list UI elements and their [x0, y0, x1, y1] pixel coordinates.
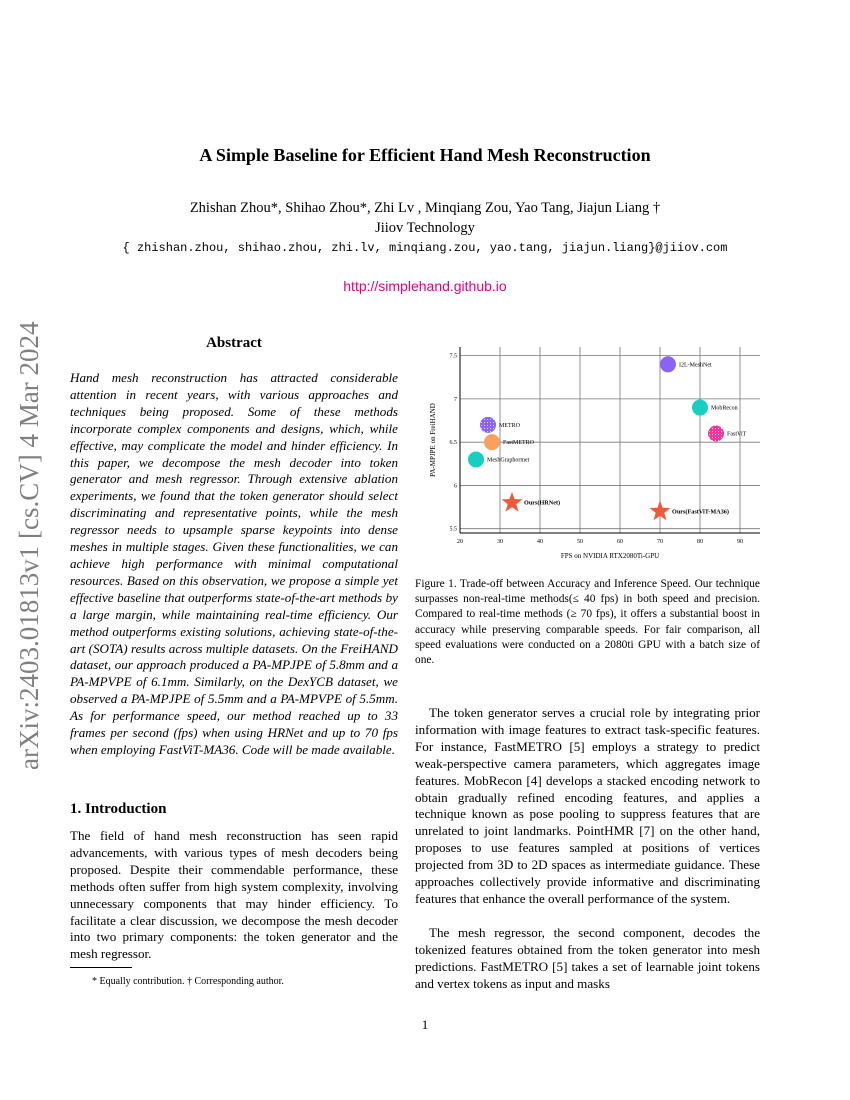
emails: { zhishan.zhou, shihao.zhou, zhi.lv, minqiang.zou, yao.tang, jiajun.liang}@jiiov.com [122, 241, 728, 255]
point-label: FastMETRO [503, 440, 535, 447]
x-tick-label: 70 [657, 539, 663, 545]
point-label: Ours(HRNet) [524, 499, 561, 507]
y-tick-label: 7.5 [449, 353, 457, 360]
arxiv-stamp: arXiv:2403.01813v1 [cs.CV] 4 Mar 2024 [14, 321, 44, 770]
y-axis-label: PA-MPJPE on FreiHAND [429, 403, 437, 477]
circle-marker [468, 451, 484, 467]
x-tick-label: 50 [577, 539, 583, 545]
x-tick-label: 60 [617, 539, 623, 545]
point-label: I2L-MeshNet [679, 362, 712, 369]
star-marker [502, 492, 523, 512]
x-tick-label: 80 [697, 539, 703, 545]
page-number: 1 [421, 1017, 429, 1032]
footnote-rule [70, 967, 132, 968]
project-link[interactable]: http://simplehand.github.io [343, 278, 507, 294]
point-label: MobRecon [711, 405, 738, 412]
authors: Zhishan Zhou*, Shihao Zhou*, Zhi Lv , Minqiang Zou, Yao Tang, Jiajun Liang † [189, 200, 661, 216]
y-tick-label: 5.5 [449, 526, 457, 533]
abstract-text: Hand mesh reconstruction has attracted considerable attention in recent years, with various approaches and techniques being proposed. Some of these methods incorporate complex components and designs, which, while effective, may complicate the model and hinder efficiency. In this paper, we decompose the mesh decoder into token generator and mesh regressor. Through extensive ablation experiments, we found that the token generator should select discriminating and representative points, while the mesh regressor needs to upsample sparse keypoints into dense meshes in multiple stages. Given these functionalities, we can achieve high performance with minimal computational resources. Based on this observation, we propose a simple yet effective baseline that outperforms state-of-the-art methods by a large margin, while maintaining real-time efficiency. Our method outperforms existing solutions, achieving state-of-the-art (SOTA) results across multiple datasets. On the FreiHAND dataset, our approach produced a PA-MPJPE of 5.8mm and a PA-MPVPE of 6.1mm. Similarly, on the DexYCB dataset, we observed a PA-MPJPE of 5.5mm and a PA-MPVPE of 5.5mm. As for performance speed, our method reached up to 33 frames per second (fps) when using HRNet and up to 70 fps when employing FastViT-MA36. Code will be made available. [70, 370, 398, 757]
paper-title: A Simple Baseline for Efficient Hand Mesh Reconstruction [199, 145, 651, 165]
point-label: Ours(FastViT-MA36) [672, 508, 729, 516]
circle-marker [692, 400, 708, 416]
x-tick-label: 20 [457, 539, 463, 545]
x-tick-label: 30 [497, 539, 503, 545]
y-tick-label: 6.5 [449, 440, 457, 447]
figure-caption: Figure 1. Trade-off between Accuracy and Inference Speed. Our technique surpasses non-real-time methods(≤ 40 fps) in both speed and precision. Compared to real-time methods (≥ 70 fps), it offers a substantial boost in accuracy while preserving comparable speeds. For fair comparison, all speed evaluations were conducted on a 2080ti GPU with a batch size of one. [415, 578, 760, 667]
point-label: FastViT [727, 431, 747, 438]
abstract-heading: Abstract [206, 335, 262, 351]
intro-text: The field of hand mesh reconstruction has seen rapid advancements, with various types of mesh decoders being proposed. Despite their commendable performance, these methods often suffer from high system complexity, involving unnecessary components that may hinder efficiency. To facilitate a clear discussion, we decompose the mesh decoder into two primary components: the token generator and the mesh regressor. [70, 828, 398, 962]
circle-marker [660, 356, 676, 372]
circle-marker [484, 434, 500, 450]
body-paragraph: The mesh regressor, the second component, decodes the tokenized features obtained from the token generator into mesh predictions. FastMETRO [5] takes a set of learnable joint tokens and vertex tokens as input and masks [415, 925, 760, 991]
dot-pattern [480, 417, 496, 433]
figure-1-chart [420, 340, 770, 565]
intro-heading: 1. Introduction [70, 801, 167, 817]
affiliation: Jiiov Technology [375, 220, 475, 236]
point-label: METRO [499, 422, 520, 429]
dot-pattern [708, 426, 724, 442]
y-tick-label: 7 [454, 396, 457, 403]
x-tick-label: 90 [737, 539, 743, 545]
body-paragraph: The token generator serves a crucial role by integrating prior information with image features to extract task-specific features. For instance, FastMETRO [5] employs a strategy to predict weak-perspective camera parameters, which aggregates image features. MobRecon [4] develops a stacked encoding network to obtain gradually refined encoding features, and applies a technique known as pose pooling to suppress features that are unrelated to joint landmarks. PointHMR [7] on the other hand, proposes to use features sampled at positions of vertices projected from 3D to 2D spaces as intermediate guidance. These approaches collectively provide informative and discriminating features that enhance the overall performance of the system. [415, 705, 760, 906]
y-tick-label: 6 [454, 483, 457, 490]
point-label: MeshGraphormer [487, 457, 530, 464]
footnote: * Equally contribution. † Corresponding author. [92, 976, 284, 987]
x-tick-label: 40 [537, 539, 543, 545]
x-axis-label: FPS on NVIDIA RTX2080Ti-GPU [560, 552, 660, 560]
